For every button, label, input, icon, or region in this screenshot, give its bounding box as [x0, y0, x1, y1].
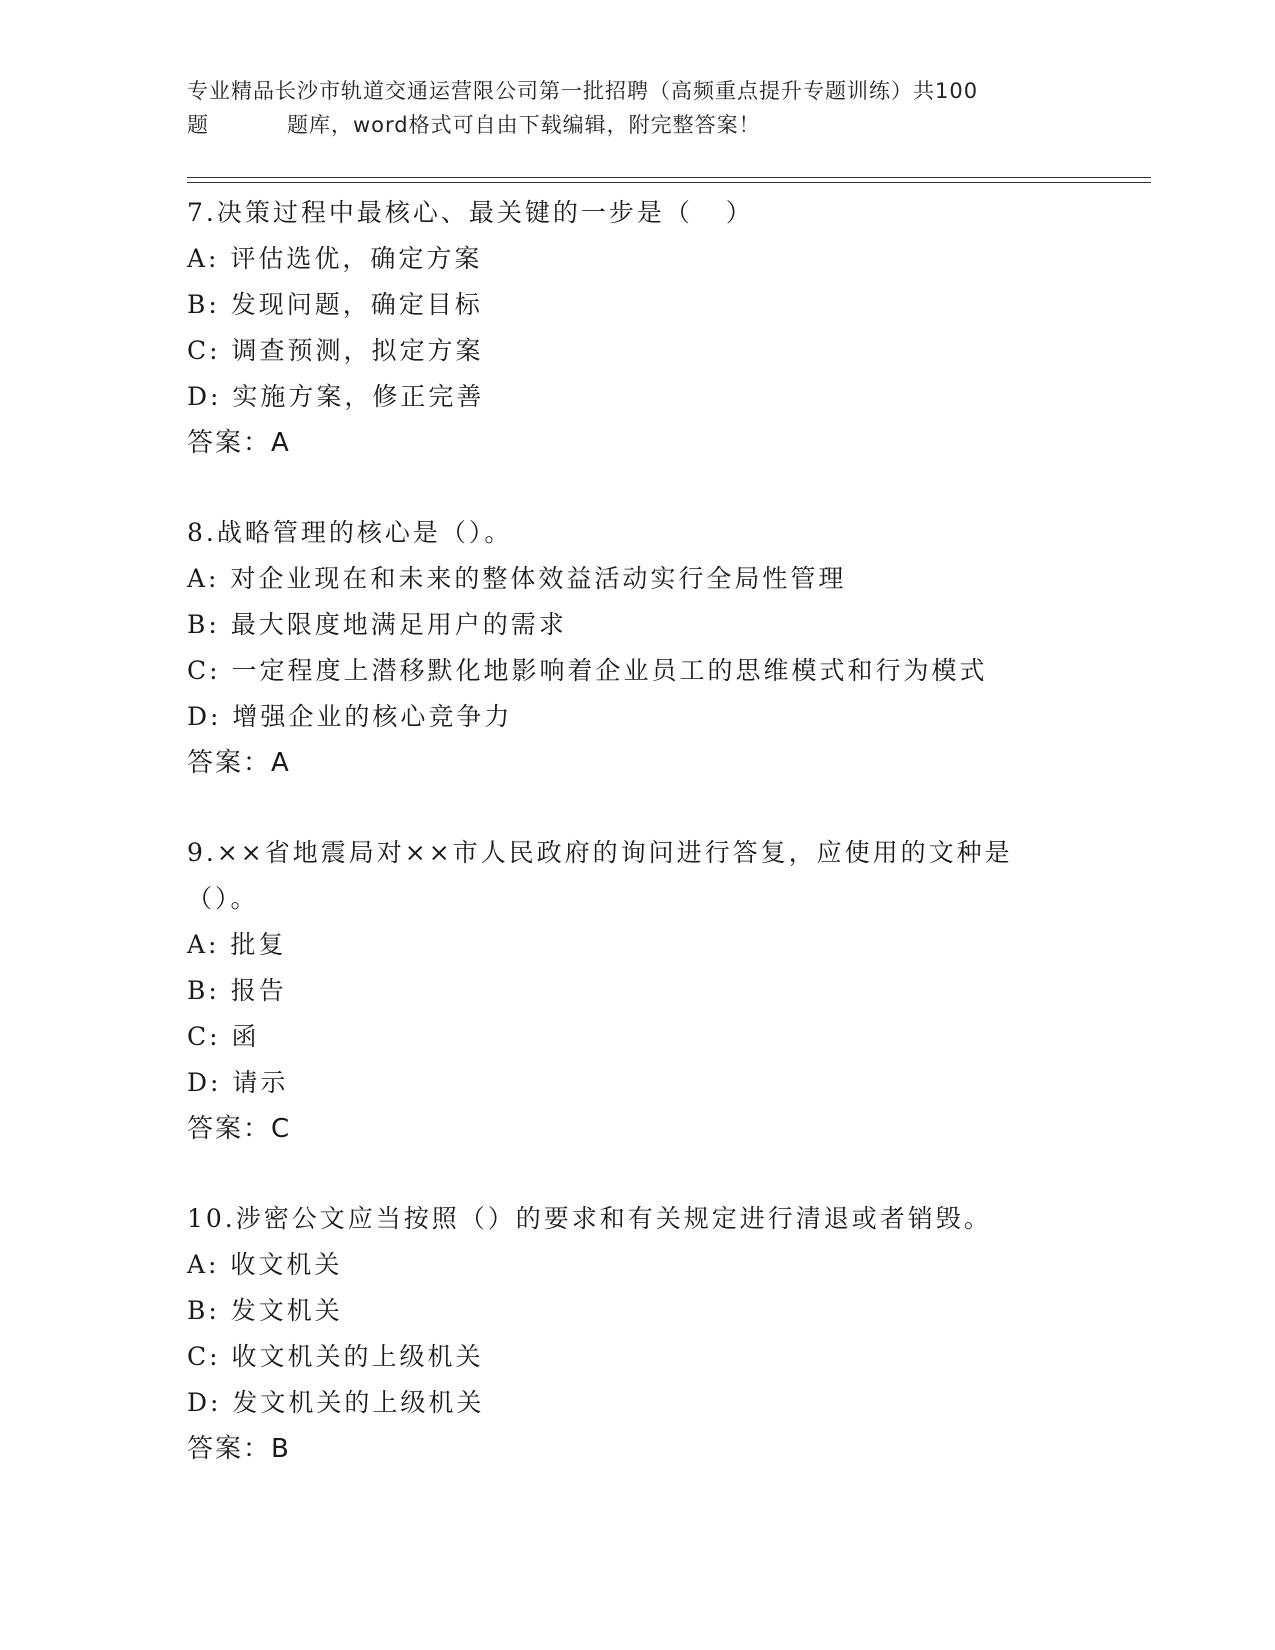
- option-c: C: 一定程度上潜移默化地影响着企业员工的思维模式和行为模式: [187, 656, 988, 685]
- answer: 答案：B: [187, 1434, 291, 1464]
- question-10: [187, 1196, 1147, 1472]
- option-c: C: 函: [187, 1022, 260, 1051]
- option-b: B: 报告: [187, 976, 287, 1005]
- question-stem: 9.××省地震局对××市人民政府的询问进行答复，应使用的文种是: [187, 838, 1013, 867]
- header-line-2-right: 题库，word格式可自由下载编辑，附完整答案！: [287, 113, 761, 137]
- document-header: [187, 74, 1087, 142]
- option-d: D: 发文机关的上级机关: [187, 1388, 485, 1417]
- option-b: B: 发现问题，确定目标: [187, 290, 483, 319]
- question-stem: 7.决策过程中最核心、最关键的一步是（ ）: [187, 198, 754, 227]
- option-d: D: 增强企业的核心竞争力: [187, 702, 513, 731]
- option-a: A: 评估选优，确定方案: [187, 244, 483, 273]
- option-c: C: 收文机关的上级机关: [187, 1342, 484, 1371]
- option-d: D: 请示: [187, 1068, 289, 1097]
- question-stem: 8.战略管理的核心是（）。: [187, 518, 513, 547]
- option-c: C: 调查预测，拟定方案: [187, 336, 484, 365]
- question-stem: 10.涉密公文应当按照（）的要求和有关规定进行清退或者销毁。: [187, 1204, 992, 1233]
- answer: 答案：C: [187, 1114, 292, 1144]
- header-rule-top: [187, 177, 1151, 178]
- option-d: D: 实施方案，修正完善: [187, 382, 485, 411]
- option-b: B: 发文机关: [187, 1296, 343, 1325]
- option-a: A: 对企业现在和未来的整体效益活动实行全局性管理: [187, 564, 847, 593]
- question-8: [187, 510, 1147, 786]
- answer: 答案：A: [187, 428, 291, 458]
- question-7: [187, 190, 1147, 466]
- option-a: A: 批复: [187, 930, 287, 959]
- answer: 答案：A: [187, 748, 291, 778]
- question-list: [187, 190, 1147, 1516]
- header-line-2: [187, 108, 1087, 142]
- header-line-1: 专业精品长沙市轨道交通运营限公司第一批招聘（高频重点提升专题训练）共100: [187, 79, 979, 103]
- header-rule-bottom: [187, 182, 1151, 183]
- option-a: A: 收文机关: [187, 1250, 343, 1279]
- header-line-2-left: 题: [187, 113, 209, 137]
- question-9: [187, 830, 1147, 1152]
- question-stem-continued: （）。: [187, 884, 259, 913]
- option-b: B: 最大限度地满足用户的需求: [187, 610, 567, 639]
